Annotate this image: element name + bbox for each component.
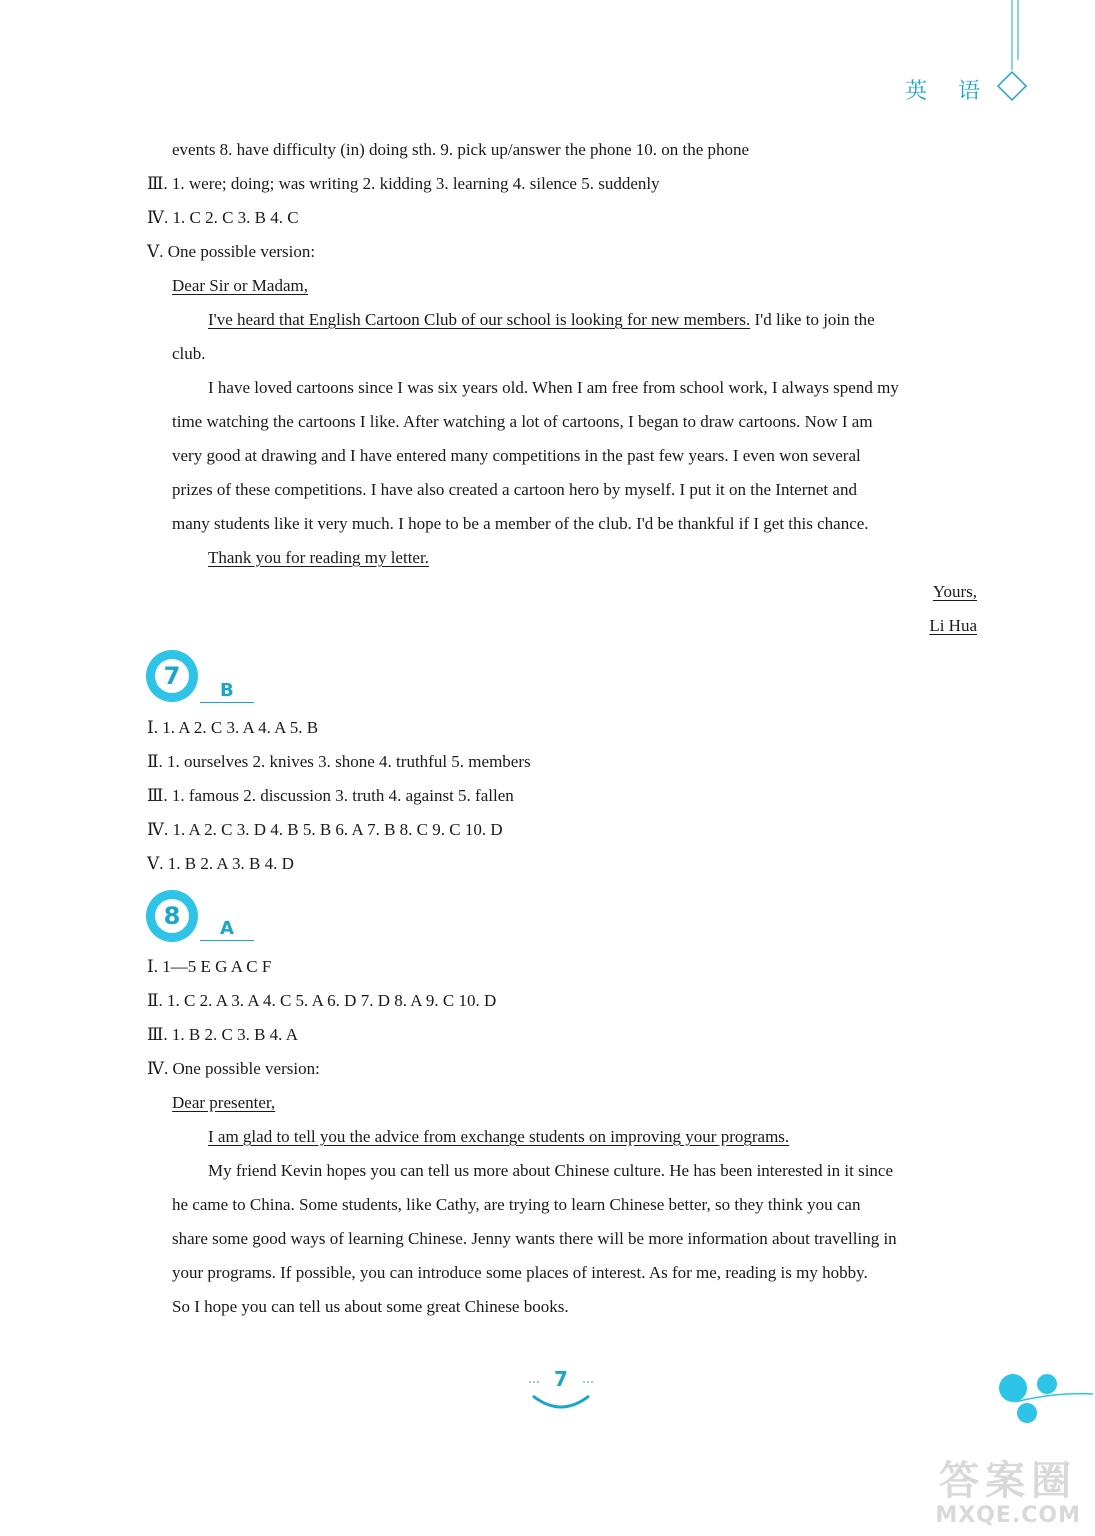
answer-line: Ⅳ. 1. A 2. C 3. D 4. B 5. B 6. A 7. B 8. C 9. C 10. D (147, 820, 503, 839)
answer-line: Ⅲ. 1. B 2. C 3. B 4. A (147, 1025, 298, 1044)
answer-line: Ⅱ. 1. ourselves 2. knives 3. shone 4. truthful 5. members (147, 752, 531, 771)
section-7-letter: B (200, 680, 254, 703)
letter-greeting: Dear Sir or Madam, (172, 276, 308, 295)
section-number: 8 (155, 899, 189, 933)
section-7-badge (146, 650, 198, 702)
letter-closing: Thank you for reading my letter. (208, 548, 429, 567)
corner-bubbles-decoration (995, 1368, 1095, 1428)
letter-line: time watching the cartoons I like. After watching a lot of cartoons, I began to draw cartoons. Now I am (172, 412, 873, 431)
topic-sentence-rest: I'd like to join the (750, 310, 875, 329)
letter-greeting: Dear presenter, (172, 1093, 276, 1112)
section-number: 7 (155, 659, 189, 693)
section-8-letter: A (200, 918, 254, 941)
letter-line: My friend Kevin hopes you can tell us more about Chinese culture. He has been interested in it since (208, 1161, 894, 1180)
watermark-logo: 答案圈 (939, 1458, 1078, 1504)
letter-line: share some good ways of learning Chinese. Jenny wants there will be more information about travelling in (172, 1229, 897, 1248)
subject-title: 英 语 (905, 79, 992, 104)
topic-sentence: I've heard that English Cartoon Club of our school is looking for new members. (208, 310, 751, 329)
topic-sentence: I am glad to tell you the advice from exchange students on improving your programs. (208, 1127, 790, 1146)
letter-line: club. (172, 344, 206, 363)
letter-line: I have loved cartoons since I was six years old. When I am free from school work, I always spend my (208, 378, 899, 397)
letter-name: Li Hua (929, 616, 977, 635)
answer-line: events 8. have difficulty (in) doing sth. 9. pick up/answer the phone 10. on the phone (172, 140, 750, 159)
watermark-url: MXQE.COM (935, 1503, 1081, 1528)
letter-line: he came to China. Some students, like Cathy, are trying to learn Chinese better, so they think you can (172, 1195, 861, 1214)
letter-line: So I hope you can tell us about some great Chinese books. (172, 1297, 569, 1316)
letter-paragraph (208, 309, 875, 331)
answer-line: Ⅱ. 1. C 2. A 3. A 4. C 5. A 6. D 7. D 8. A 9. C 10. D (147, 991, 497, 1010)
section-8-badge (146, 890, 198, 942)
letter-line: many students like it very much. I hope to be a member of the club. I'd be thankful if I get this chance. (172, 514, 869, 533)
watermark (935, 1459, 1081, 1528)
letter-line: very good at drawing and I have entered many competitions in the past few years. I even won several (172, 446, 861, 465)
answer-line: Ⅴ. 1. B 2. A 3. B 4. D (147, 854, 294, 873)
page-number: 7 (554, 1367, 568, 1391)
header-decoration (990, 0, 1050, 110)
letter-signoff: Yours, (932, 582, 977, 601)
answer-line: Ⅲ. 1. were; doing; was writing 2. kidding 3. learning 4. silence 5. suddenly (147, 174, 660, 193)
answer-line: Ⅲ. 1. famous 2. discussion 3. truth 4. against 5. fallen (147, 786, 514, 805)
answer-line: Ⅰ. 1. A 2. C 3. A 4. A 5. B (147, 718, 319, 737)
letter-line: prizes of these competitions. I have also created a cartoon hero by myself. I put it on the Internet and (172, 480, 857, 499)
letter-line: your programs. If possible, you can introduce some places of interest. As for me, reading is my hobby. (172, 1263, 868, 1282)
answer-line: Ⅰ. 1—5 E G A C F (147, 957, 272, 976)
answer-line: Ⅳ. 1. C 2. C 3. B 4. C (147, 208, 299, 227)
answer-line: Ⅳ. One possible version: (147, 1059, 320, 1078)
answer-line: Ⅴ. One possible version: (147, 242, 316, 261)
